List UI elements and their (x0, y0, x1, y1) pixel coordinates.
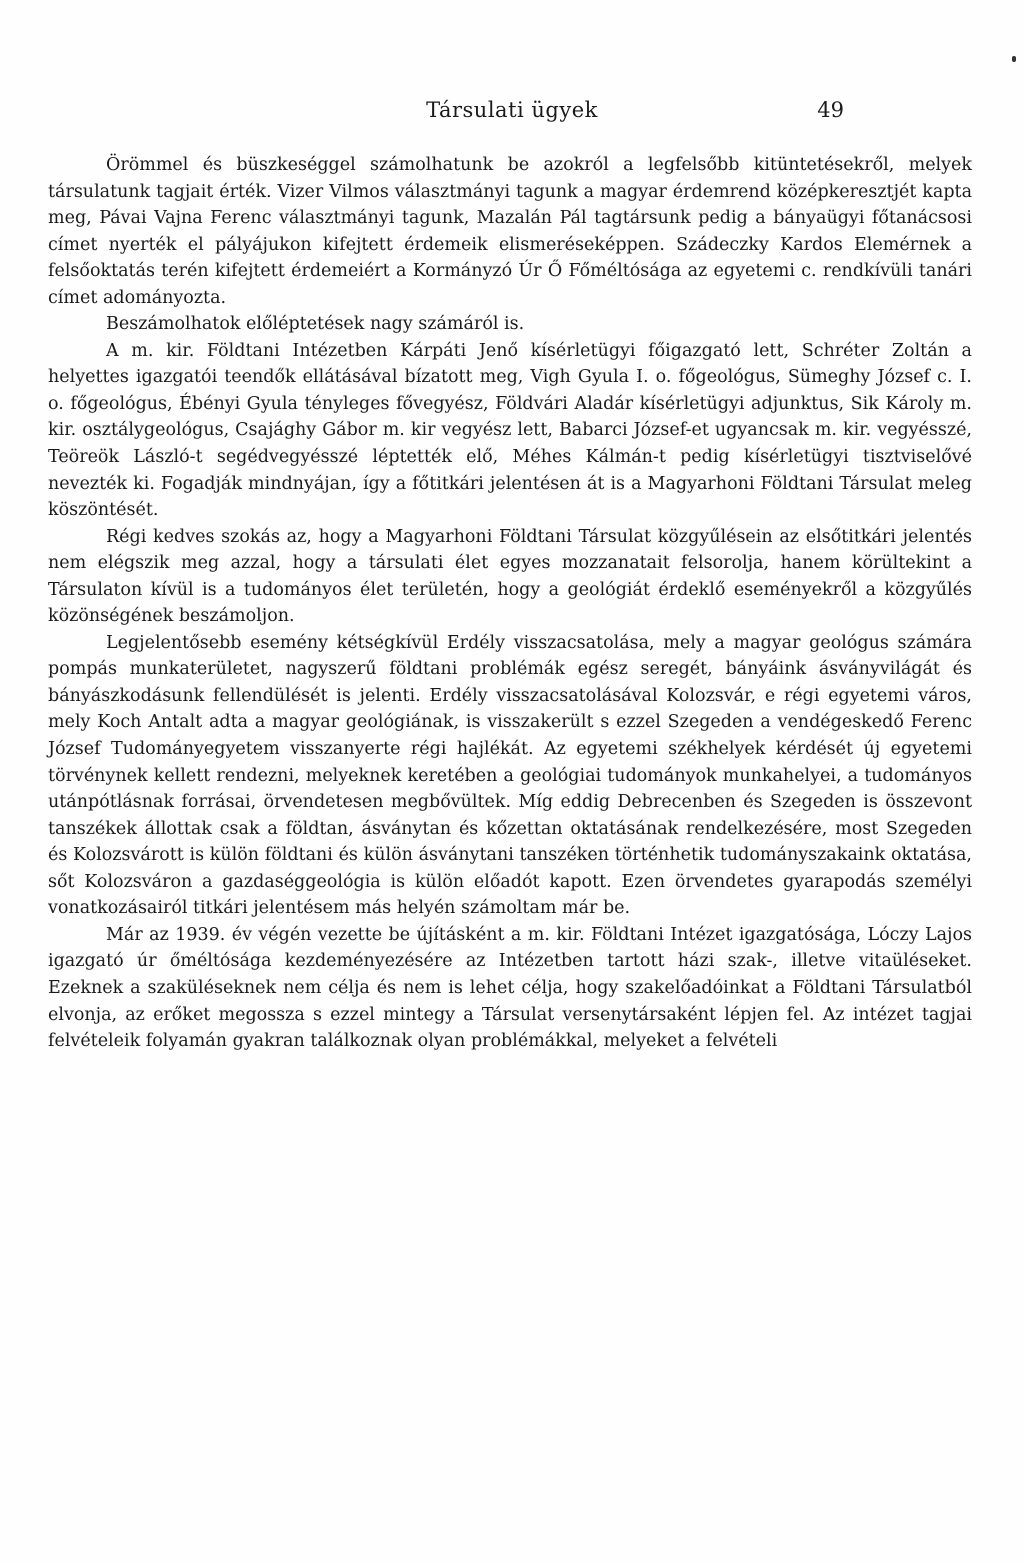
body-text (48, 152, 972, 1055)
paragraph-transylvania: Legjelentősebb esemény kétségkívül Erdély visszacsatolása, mely a magyar geológus számára pompás munkaterületet, nagyszerű földtani problémák egész seregét, bányáink ásványvilágát és bányászkodásunk fellendülését is jelenti. Erdély visszacsatolásával Kolozsvár, e régi egyetemi város, mely Koch Antalt adta a magyar geológiának, is visszakerült s ezzel Szegeden a vendégeskedő Ferenc József Tudományegyetem visszanyerte régi hajlékát. Az egyetemi székhelyek kérdését új egyetemi törvénynek kellett rendezni, melyeknek keretében a geológiai tudományok munkahelyei, a tudományos utánpótlásnak forrásai, örvendetesen megbővültek. Míg eddig Debrecenben és Szegeden is összevont tanszékek állottak csak a földtan, ásványtan és kőzettan oktatásának rendelkezésére, most Szegeden és Kolozsvárott is külön földtani és külön ásványtani tanszéken történhetik tudományszakaink oktatása, sőt Kolozsváron a gazdaséggeológia is külön előadót kapott. Ezen örvendetes gyarapodás személyi vonatkozásairól titkári jelentésem más helyén számoltam már be. (48, 632, 972, 919)
paragraph-awards: Örömmel és büszkeséggel számolhatunk be azokról a legfelsőbb kitüntetésekről, melyek társulatunk tagjait érték. Vizer Vilmos választmányi tagunk a magyar érdemrend középkeresztjét kapta meg, Pávai Vajna Ferenc választmányi tagunk, Mazalán Pál tagtársunk pedig a bányaügyi főtanácsosi címet nyerték el pályájukon kifejtett érdemeik elismeréseképpen. Szádeczky Kardos Elemérnek a felsőoktatás terén kifejtett érdemeiért a Kormányzó Úr Ő Főméltósága az egyetemi c. rendkívüli tanári címet adományozta. (48, 155, 972, 308)
running-head (0, 98, 1024, 128)
page-title: Társulati ügyek (426, 98, 598, 122)
page-number: 49 (817, 98, 844, 122)
paragraph-institute-promotions: A m. kir. Földtani Intézetben Kárpáti Jenő kísérletügyi főigazgató lett, Schréter Zoltán a helyettes igazgatói teendők ellátásával bízatott meg, Vigh Gyula I. o. főgeológus, Sümeghy József c. I. o. főgeológus, Ébényi Gyula tényleges fővegyész, Földvári Aladár kísérletügyi adjunktus, Sik Károly m. kir. osztálygeológus, Csajághy Gábor m. kir vegyész lett, Babarci József-et ugyancsak m. kir. vegyésszé, Teöreök László-t segédvegyésszé léptették elő, Méhes Kálmán-t pedig kísérletügyi tisztviselővé nevezték ki. Fogadják mindnyájan, így a főtitkári jelentésen át is a Magyarhoni Földtani Társulat meleg köszöntését. (48, 340, 972, 521)
paragraph-sessions: Már az 1939. év végén vezette be újításként a m. kir. Földtani Intézet igazgatósága, Lóczy Lajos igazgató úr őméltósága kezdeményezésére az Intézetben tartott házi szak-, illetve vitaüléseket. Ezeknek a szaküléseknek nem célja és nem is lehet célja, hogy szakelőadóinkat a Földtani Társulatból elvonja, az erőket megossza s ezzel mintegy a Társulat versenytársaként lépjen fel. Az intézet tagjai felvételeik folyamán gyakran találkoznak olyan problémákkal, melyeket a felvételi (48, 924, 972, 1052)
paragraph-promotions-intro: Beszámolhatok előléptetések nagy számáról is. (106, 314, 525, 335)
scan-speck (1012, 56, 1016, 62)
paragraph-custom: Régi kedves szokás az, hogy a Magyarhoni Földtani Társulat közgyűlésein az elsőtitkári jelentés nem elégszik meg azzal, hogy a társulati élet egyes mozzanatait felsorolja, hanem körültekint a Társulaton kívül is a tudományos élet területén, hogy a geológiát érdeklő eseményekről a közgyűlés közönségének beszámoljon. (48, 526, 972, 627)
